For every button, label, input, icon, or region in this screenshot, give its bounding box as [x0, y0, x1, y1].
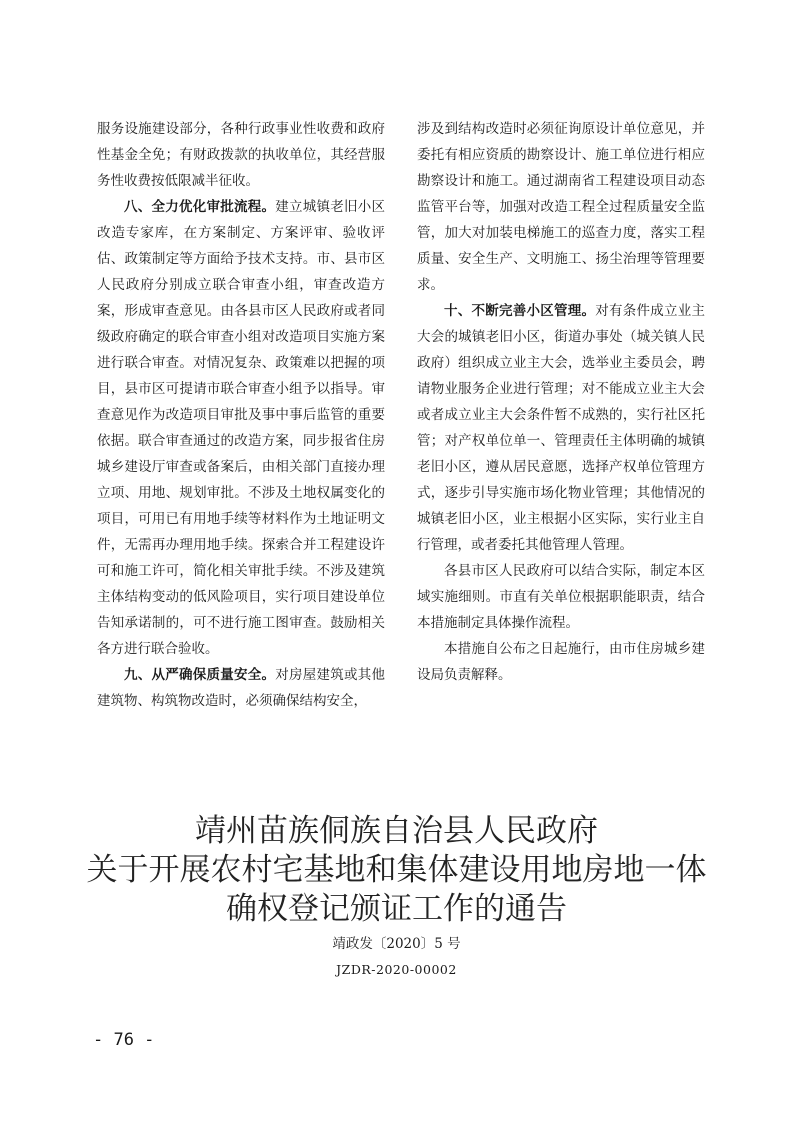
- section-9-body: 对房屋建筑或其他建筑物、构筑物改造时，必须确保结构安全，: [97, 667, 385, 709]
- section-10-paragraph: [417, 298, 705, 558]
- notice-title-line-1: 靖州苗族侗族自治县人民政府: [195, 813, 598, 849]
- document-code: JZDR-2020-00002: [336, 962, 457, 977]
- section-10-body: 对有条件成立业主大会的城镇老旧小区，街道办事处（城关镇人民政府）组织成立业主大会，选举业主委员会，聘请物业服务企业进行管理；对不能成立业主大会或者成立业主大会条件暂不成熟的，实行社区托管；对产权单位单一、管理责任主体明确的城镇老旧小区，遵从居民意愿，选择产权单位管理方式，逐步引导实施市场化物业管理；其他情况的城镇老旧小区，业主根据小区实际，实行业主自行管理，或者委托其他管理人管理。: [417, 303, 705, 553]
- left-column: [97, 116, 385, 714]
- notice-title-line-2: 关于开展农村宅基地和集体建设用地房地一体: [86, 852, 707, 888]
- document-number: 靖政发〔2020〕5 号: [332, 936, 461, 952]
- section-8-paragraph: [97, 194, 385, 662]
- right-column: [417, 116, 705, 688]
- notice-title: [0, 812, 793, 929]
- notice-title-line-3: 确权登记颁证工作的通告: [226, 891, 567, 927]
- section-9-continuation: 涉及到结构改造时必须征询原设计单位意见，并委托有相应资质的勘察设计、施工单位进行相应勘察设计和施工。通过湖南省工程建设项目动态监管平台等，加强对改造工程全过程质量安全监管，加大对加装电梯施工的巡查力度，落实工程质量、安全生产、文明施工、扬尘治理等管理要求。: [417, 121, 705, 293]
- paragraph-continuation: 服务设施建设部分，各种行政事业性收费和政府性基金全免；有财政拨款的执收单位，其经营服务性收费按低限减半征收。: [97, 121, 385, 189]
- page-number: - 76 -: [93, 1030, 155, 1050]
- effective-date-paragraph: 本措施自公布之日起施行，由市住房城乡建设局负责解释。: [417, 641, 705, 683]
- section-8-heading: 八、全力优化审批流程。: [124, 199, 276, 215]
- section-10-heading: 十、不断完善小区管理。: [444, 303, 596, 319]
- section-9-heading: 九、从严确保质量安全。: [124, 667, 276, 683]
- implementation-paragraph: 各县市区人民政府可以结合实际，制定本区域实施细则。市直有关单位根据职能职责，结合本措施制定具体操作流程。: [417, 563, 705, 631]
- section-9-paragraph: [97, 662, 385, 714]
- section-8-body: 建立城镇老旧小区改造专家库，在方案制定、方案评审、验收评估、政策制定等方面给予技术支持。市、县市区人民政府分别成立联合审查小组，审查改造方案，形成审查意见。由各县市区人民政府或者同级政府确定的联合审查小组对改造项目实施方案进行联合审查。对情况复杂、政策难以把握的项目，县市区可提请市联合审查小组予以指导。审查意见作为改造项目审批及事中事后监管的重要依据。联合审查通过的改造方案，同步报省住房城乡建设厅审查或备案后，由相关部门直接办理立项、用地、规划审批。不涉及土地权属变化的项目，可用已有用地手续等材料作为土地证明文件，无需再办理用地手续。探索合并工程建设许可和施工许可，简化相关审批手续。不涉及建筑主体结构变动的低风险项目，实行项目建设单位告知承诺制的，可不进行施工图审查。鼓励相关各方进行联合验收。: [97, 199, 385, 657]
